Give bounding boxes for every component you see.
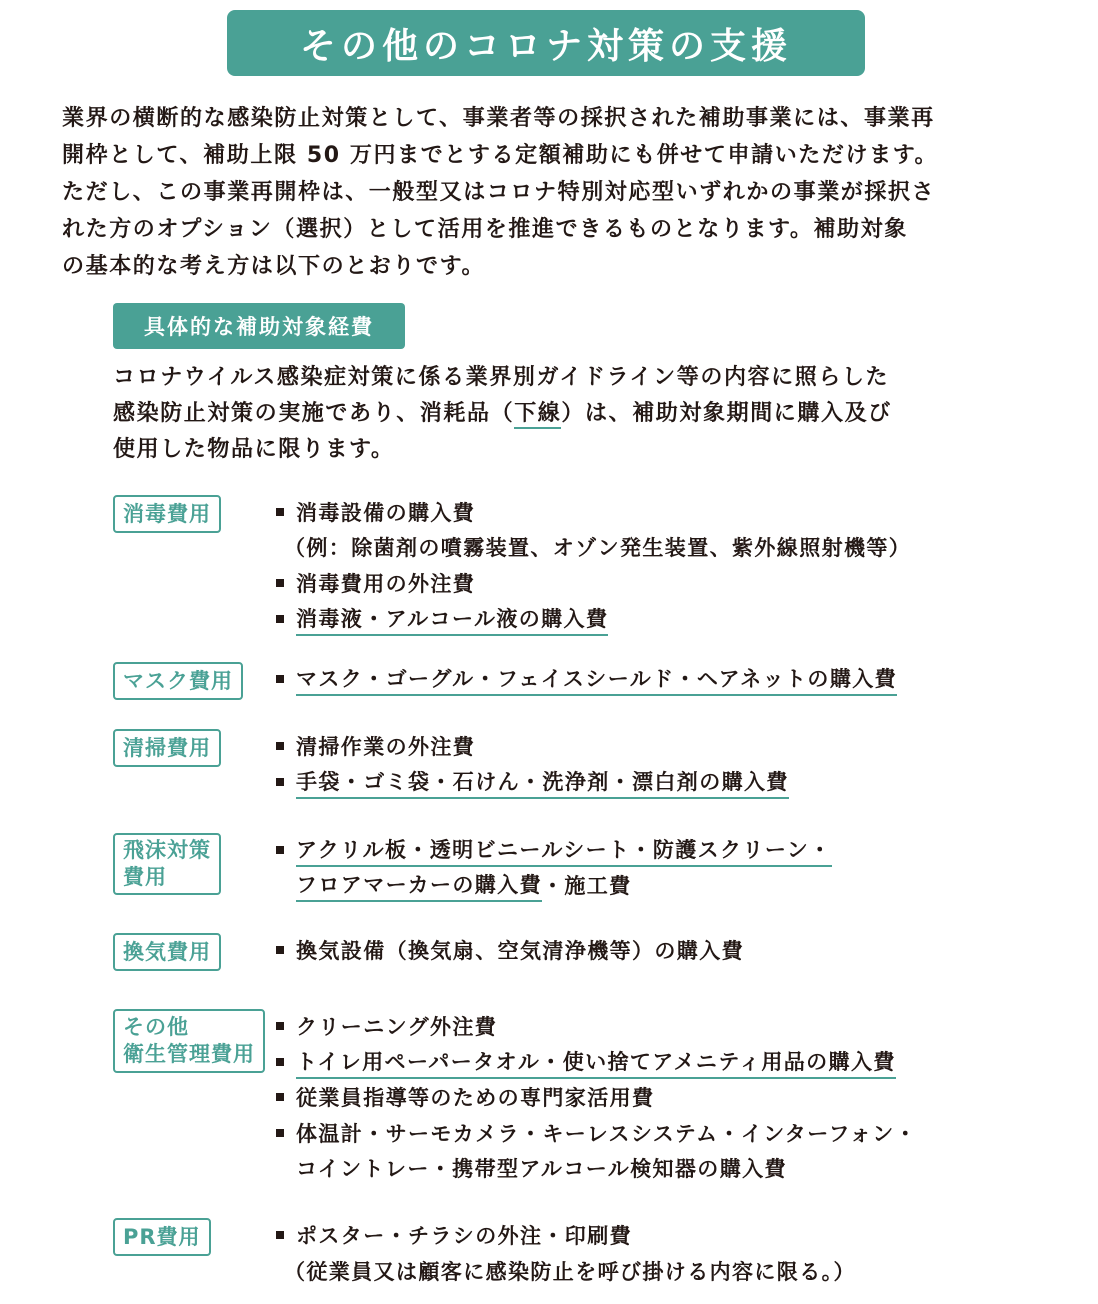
item-text: 消毒設備の購入費 — [296, 501, 476, 525]
category-label-other-hygiene — [113, 1009, 265, 1073]
list-item — [276, 565, 475, 601]
section-heading: 具体的な補助対象経費 — [113, 303, 405, 349]
category-label-text: 消毒費用 — [123, 501, 211, 526]
intro-paragraph — [62, 100, 1052, 285]
item-text: アクリル板・透明ビニールシート・防護スクリーン・ — [296, 834, 832, 867]
list-item — [276, 764, 789, 800]
page-title: その他のコロナ対策の支援 — [227, 10, 865, 76]
section-description — [113, 360, 1053, 468]
bullet-icon — [276, 615, 284, 623]
intro-line: ただし、この事業再開枠は、一般型又はコロナ特別対応型いずれかの事業が採択さ — [62, 180, 936, 205]
category-label-text: 衛生管理費用 — [123, 1042, 255, 1066]
item-text: 消毒費用の外注費 — [296, 572, 476, 596]
category-label-cleaning — [113, 729, 221, 767]
category-label-text: 費用 — [123, 865, 167, 889]
list-item — [276, 932, 744, 968]
list-item — [276, 1008, 497, 1044]
bullet-icon — [276, 675, 284, 683]
list-item-note — [276, 1253, 856, 1289]
bullet-icon — [276, 1093, 284, 1101]
category-label-text: その他 — [123, 1015, 189, 1039]
list-item — [276, 1079, 654, 1115]
bullet-icon — [276, 1022, 284, 1030]
description-text: ）は、補助対象期間に購入及び — [561, 401, 892, 426]
item-text: ・施工費 — [541, 874, 632, 898]
bullet-icon — [276, 1231, 284, 1239]
list-item-continuation — [276, 1150, 787, 1186]
category-label-text: PR費用 — [123, 1224, 201, 1249]
intro-line: の基本的な考え方は以下のとおりです。 — [62, 254, 486, 279]
list-item — [276, 601, 608, 637]
item-text: 体温計・サーモカメラ・キーレスシステム・インターフォン・ — [296, 1122, 918, 1146]
category-label-pr — [113, 1218, 211, 1256]
intro-line: れた方のオプション（選択）として活用を推進できるものとなります。補助対象 — [62, 217, 908, 242]
description-line — [113, 396, 1053, 432]
intro-line: 業界の横断的な感染防止対策として、事業者等の採択された補助事業には、事業再 — [62, 106, 935, 131]
list-item-continuation — [276, 867, 632, 903]
bullet-icon — [276, 1058, 284, 1066]
item-text: ポスター・チラシの外注・印刷費 — [296, 1224, 632, 1248]
list-item — [276, 728, 475, 764]
item-text: （従業員又は顧客に感染防止を呼び掛ける内容に限る。） — [284, 1260, 856, 1284]
category-label-disinfection — [113, 495, 221, 533]
list-item — [276, 1044, 896, 1080]
item-text: トイレ用ペーパータオル・使い捨てアメニティ用品の購入費 — [296, 1046, 896, 1079]
category-label-ventilation — [113, 933, 221, 971]
intro-line: 開枠として、補助上限 50 万円までとする定額補助にも併せて申請いただけます。 — [62, 143, 939, 168]
description-text: 感染防止対策の実施であり、消耗品（ — [113, 401, 515, 426]
item-text: 従業員指導等のための専門家活用費 — [296, 1086, 655, 1110]
item-text: 手袋・ゴミ袋・石けん・洗浄剤・漂白剤の購入費 — [296, 766, 789, 799]
item-text: 清掃作業の外注費 — [296, 735, 476, 759]
list-item — [276, 832, 832, 868]
description-line: 使用した物品に限ります。 — [113, 437, 395, 462]
bullet-icon — [276, 579, 284, 587]
list-item — [276, 494, 475, 530]
category-label-text: 換気費用 — [123, 939, 211, 964]
bullet-icon — [276, 946, 284, 954]
item-text: マスク・ゴーグル・フェイスシールド・ヘアネットの購入費 — [296, 663, 897, 696]
bullet-icon — [276, 778, 284, 786]
bullet-icon — [276, 1129, 284, 1137]
category-label-text: マスク費用 — [123, 668, 233, 693]
list-item — [276, 661, 897, 697]
category-label-text: 飛沫対策 — [123, 838, 211, 862]
item-text: フロアマーカーの購入費 — [296, 869, 542, 902]
item-text: クリーニング外注費 — [296, 1015, 498, 1039]
underline-sample: 下線 — [514, 401, 561, 429]
item-text: （例：除菌剤の噴霧装置、オゾン発生装置、紫外線照射機等） — [284, 536, 912, 560]
description-line: コロナウイルス感染症対策に係る業界別ガイドライン等の内容に照らした — [113, 365, 890, 390]
item-text: コイントレー・携帯型アルコール検知器の購入費 — [296, 1157, 787, 1181]
item-text: 換気設備（換気扇、空気清浄機等）の購入費 — [296, 939, 744, 963]
bullet-icon — [276, 508, 284, 516]
category-label-mask — [113, 662, 243, 700]
item-text: 消毒液・アルコール液の購入費 — [296, 603, 608, 636]
bullet-icon — [276, 742, 284, 750]
bullet-icon — [276, 846, 284, 854]
list-item — [276, 1115, 917, 1151]
category-label-droplet — [113, 833, 221, 895]
list-item-note — [276, 529, 911, 565]
list-item — [276, 1217, 632, 1253]
category-label-text: 清掃費用 — [123, 735, 211, 760]
